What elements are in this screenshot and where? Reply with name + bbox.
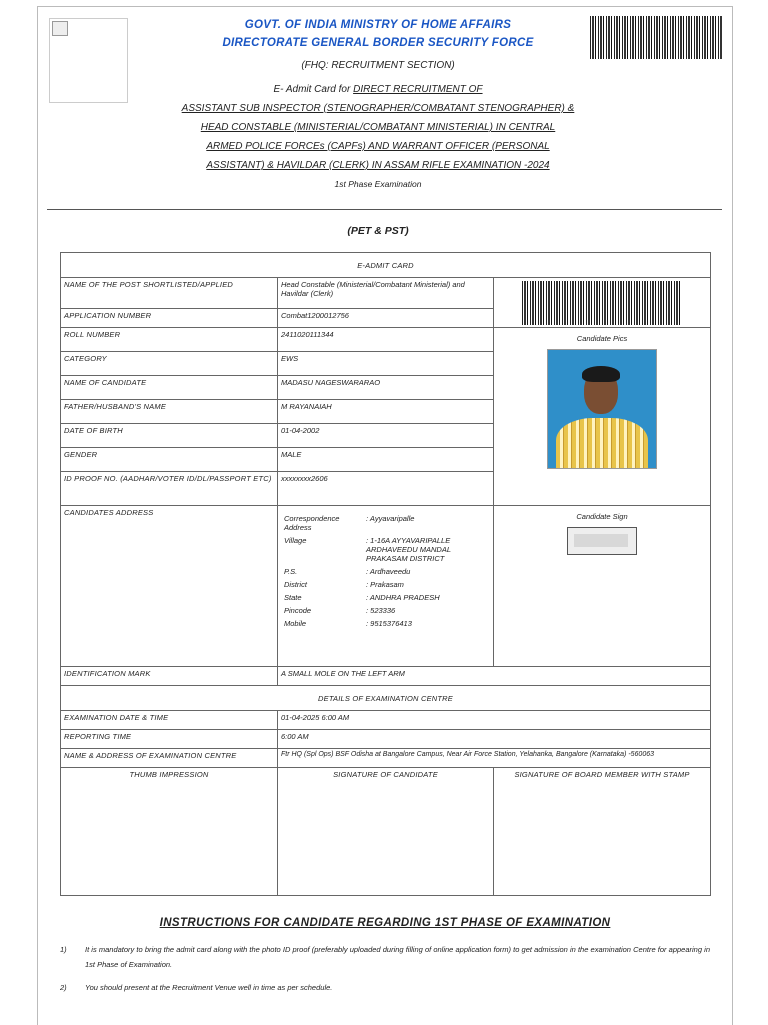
admit-card-table [60, 252, 711, 896]
application-number-value: Combat1200012756 [278, 309, 494, 328]
instruction-text: You should present at the Recruitment Venue well in time as per schedule. [85, 983, 333, 992]
instruction-item-1 [60, 942, 710, 976]
application-number-label: APPLICATION NUMBER [61, 309, 278, 328]
address-value: : Ayyavaripalle [366, 514, 415, 523]
address-key: Correspondence Address [284, 514, 340, 532]
exam-centre-label: NAME & ADDRESS OF EXAMINATION CENTRE [61, 749, 278, 768]
category-value: EWS [278, 352, 494, 376]
exam-centre-title: DETAILS OF EXAMINATION CENTRE [61, 686, 711, 711]
candidate-sign-label: Candidate Sign [576, 512, 628, 521]
category-label: CATEGORY [61, 352, 278, 376]
candidate-signature-label: SIGNATURE OF CANDIDATE [278, 768, 494, 896]
board-signature-label: SIGNATURE OF BOARD MEMBER WITH STAMP [494, 768, 711, 896]
instruction-number: 1) [60, 945, 67, 954]
address-value: : ANDHRA PRADESH [366, 593, 440, 602]
post-value: Head Constable (Ministerial/Combatant Ministerial) and Havildar (Clerk) [278, 278, 494, 309]
logo-image-placeholder [49, 18, 128, 103]
father-name-label: FATHER/HUSBAND'S NAME [61, 400, 278, 424]
gender-label: GENDER [61, 448, 278, 472]
header-ministry: GOVT. OF INDIA MINISTRY OF HOME AFFAIRS [244, 19, 512, 31]
roll-number-label: ROLL NUMBER [61, 328, 278, 352]
id-proof-value: xxxxxxxx2606 [278, 472, 494, 506]
address-row [281, 617, 490, 630]
exam-date-value: 01-04-2025 6:00 AM [278, 711, 711, 730]
address-key: Pincode [284, 606, 312, 615]
candidate-photo [547, 349, 657, 469]
candidate-name-value: MADASU NAGESWARARAO [278, 376, 494, 400]
card-title: E-ADMIT CARD [61, 253, 711, 278]
address-value: : 1-16A AYYAVARIPALLE ARDHAVEEDU MANDAL PRAKASAM DISTRICT [366, 536, 451, 563]
candidate-signature-image [567, 527, 637, 555]
admit-title-3: HEAD CONSTABLE (MINISTERIAL/COMBATANT MINISTERIAL) IN CENTRAL [200, 122, 556, 133]
address-value: : 9515376413 [366, 619, 412, 628]
test-label: (PET & PST) [347, 225, 409, 237]
address-table [281, 512, 490, 630]
address-key: Mobile [284, 619, 307, 628]
address-cell [278, 506, 494, 667]
instructions-title: INSTRUCTIONS FOR CANDIDATE REGARDING 1ST PHASE OF EXAMINATION [159, 917, 611, 929]
address-key: State [284, 593, 302, 602]
address-key: P.S. [284, 567, 298, 576]
identification-mark-label: IDENTIFICATION MARK [61, 667, 278, 686]
phase-label: 1st Phase Examination [334, 179, 422, 189]
admit-card-page [37, 6, 733, 1025]
address-key: Village [284, 536, 307, 545]
exam-centre-value: Ftr HQ (Spl Ops) BSF Odisha at Bangalore Campus, Near Air Force Station, Yelahanka, Bangalore (Karnataka) -560063 [278, 749, 711, 768]
candidate-sign-cell [494, 506, 711, 667]
header-section: (FHQ: RECRUITMENT SECTION) [301, 60, 455, 71]
exam-date-label: EXAMINATION DATE & TIME [61, 711, 278, 730]
address-row [281, 512, 490, 534]
address-key: District [284, 580, 307, 589]
identification-mark-value: A SMALL MOLE ON THE LEFT ARM [278, 667, 711, 686]
address-row [281, 604, 490, 617]
barcode-cell [494, 278, 711, 328]
admit-title-1: DIRECT RECRUITMENT OF [353, 84, 483, 95]
admit-title-2: ASSISTANT SUB INSPECTOR (STENOGRAPHER/COMBATANT STENOGRAPHER) & [181, 103, 575, 114]
address-value: : Prakasam [366, 580, 404, 589]
roll-number-value: 2411020111344 [278, 328, 494, 352]
dob-label: DATE OF BIRTH [61, 424, 278, 448]
address-value: : Ardhaveedu [366, 567, 411, 576]
admit-title-5: ASSISTANT) & HAVILDAR (CLERK) IN ASSAM RIFLE EXAMINATION -2024 [206, 160, 550, 171]
address-label: CANDIDATES ADDRESS [61, 506, 278, 667]
father-name-value: M RAYANAIAH [278, 400, 494, 424]
instruction-number: 2) [60, 983, 67, 992]
admit-prefix: E- Admit Card for [273, 84, 354, 95]
gender-value: MALE [278, 448, 494, 472]
id-proof-label: ID PROOF NO. (AADHAR/VOTER ID/DL/PASSPORT ETC) [61, 472, 278, 506]
candidate-name-label: NAME OF CANDIDATE [61, 376, 278, 400]
barcode-card [522, 281, 682, 325]
admit-title-line1 [138, 84, 618, 95]
instruction-item-2 [60, 980, 710, 998]
candidate-photo-label: Candidate Pics [576, 334, 628, 343]
reporting-time-value: 6:00 AM [278, 730, 711, 749]
post-label: NAME OF THE POST SHORTLISTED/APPLIED [61, 278, 278, 309]
address-row [281, 578, 490, 591]
admit-title-4: ARMED POLICE FORCEs (CAPFs) AND WARRANT OFFICER (PERSONAL [206, 141, 550, 152]
divider [47, 209, 722, 210]
address-value: : 523336 [366, 606, 396, 615]
reporting-time-label: REPORTING TIME [61, 730, 278, 749]
dob-value: 01-04-2002 [278, 424, 494, 448]
header-directorate: DIRECTORATE GENERAL BORDER SECURITY FORCE [222, 37, 534, 49]
thumb-impression-label: THUMB IMPRESSION [61, 768, 278, 896]
address-row [281, 565, 490, 578]
address-row [281, 534, 490, 565]
instruction-text: It is mandatory to bring the admit card along with the photo ID proof (preferably uploaded during filling of online application form) to get admission in the examination Centre for appearing in 1st Phase of Examination. [85, 945, 710, 969]
candidate-photo-cell [494, 328, 711, 506]
address-row [281, 591, 490, 604]
broken-image-icon [52, 21, 68, 36]
